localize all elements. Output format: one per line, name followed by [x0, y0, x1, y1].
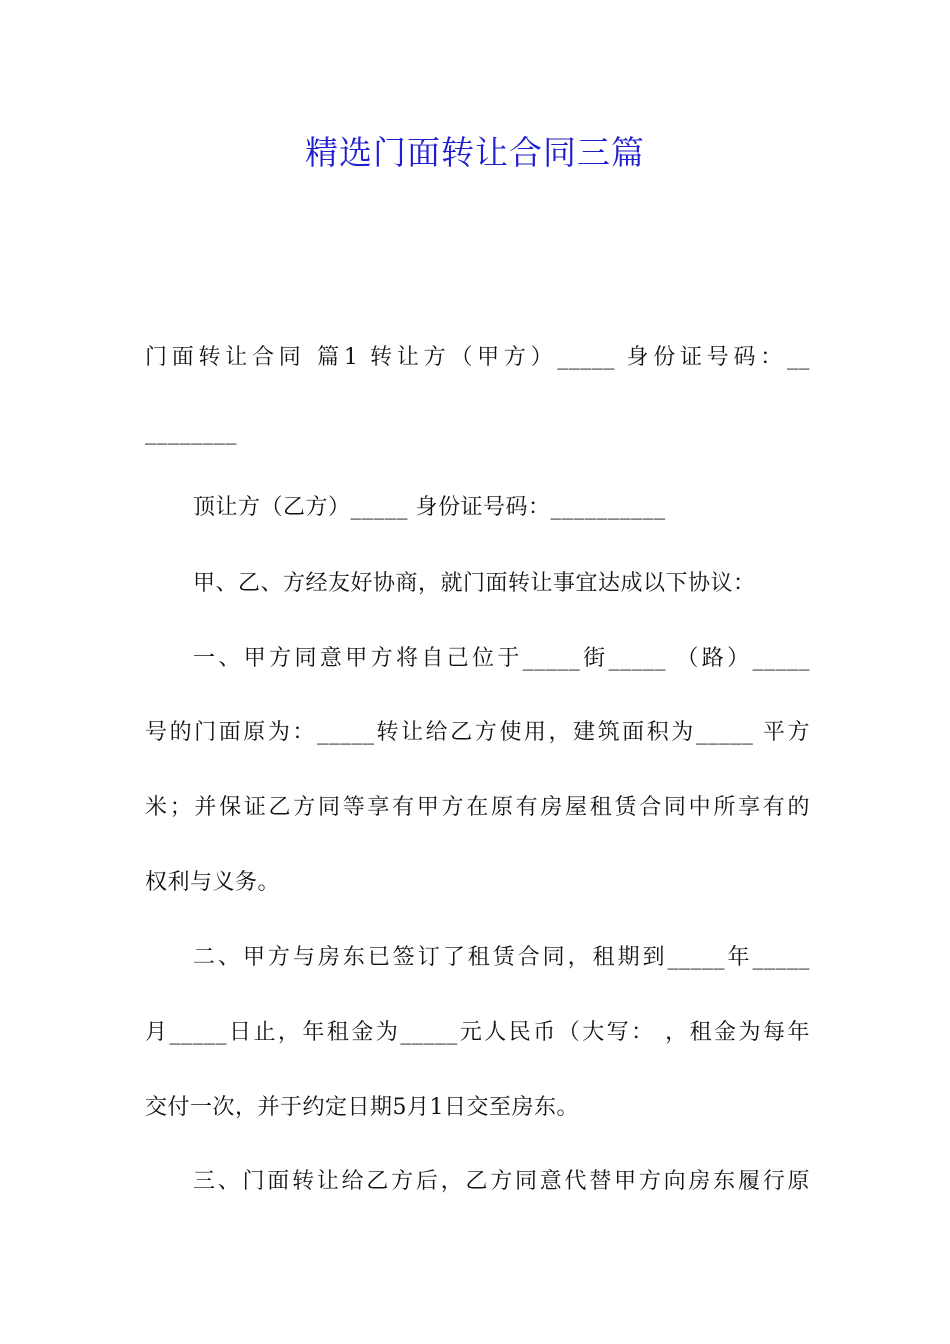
paragraph-line-7: 米；并保证乙方同等享有甲方在原有房屋租赁合同中所享有的: [145, 795, 810, 820]
paragraph-line-4: 甲、乙、方经友好协商，就门面转让事宜达成以下协议：: [193, 571, 756, 596]
paragraph-line-3: 顶让方（乙方）_____ 身份证号码：__________: [193, 495, 666, 520]
paragraph-line-12: 三、门面转让给乙方后，乙方同意代替甲方向房东履行原: [193, 1169, 810, 1194]
paragraph-line-1: 门面转让合同 篇1 转让方（甲方）_____ 身份证号码：__: [145, 345, 810, 370]
paragraph-line-11: 交付一次，并于约定日期5月1日交至房东。: [145, 1095, 579, 1120]
paragraph-line-8: 权利与义务。: [145, 870, 281, 895]
document-title: 精选门面转让合同三篇: [305, 133, 645, 172]
paragraph-line-2: ________: [145, 420, 237, 445]
paragraph-line-10: 月_____日止，年租金为_____元人民币（大写： ，租金为每年: [145, 1020, 810, 1045]
paragraph-line-9: 二、甲方与房东已签订了租赁合同，租期到_____年_____: [193, 945, 810, 970]
paragraph-line-6: 号的门面原为：_____转让给乙方使用，建筑面积为_____ 平方: [145, 720, 810, 745]
paragraph-line-5: 一、甲方同意甲方将自己位于_____街_____ （路）_____: [193, 646, 810, 671]
